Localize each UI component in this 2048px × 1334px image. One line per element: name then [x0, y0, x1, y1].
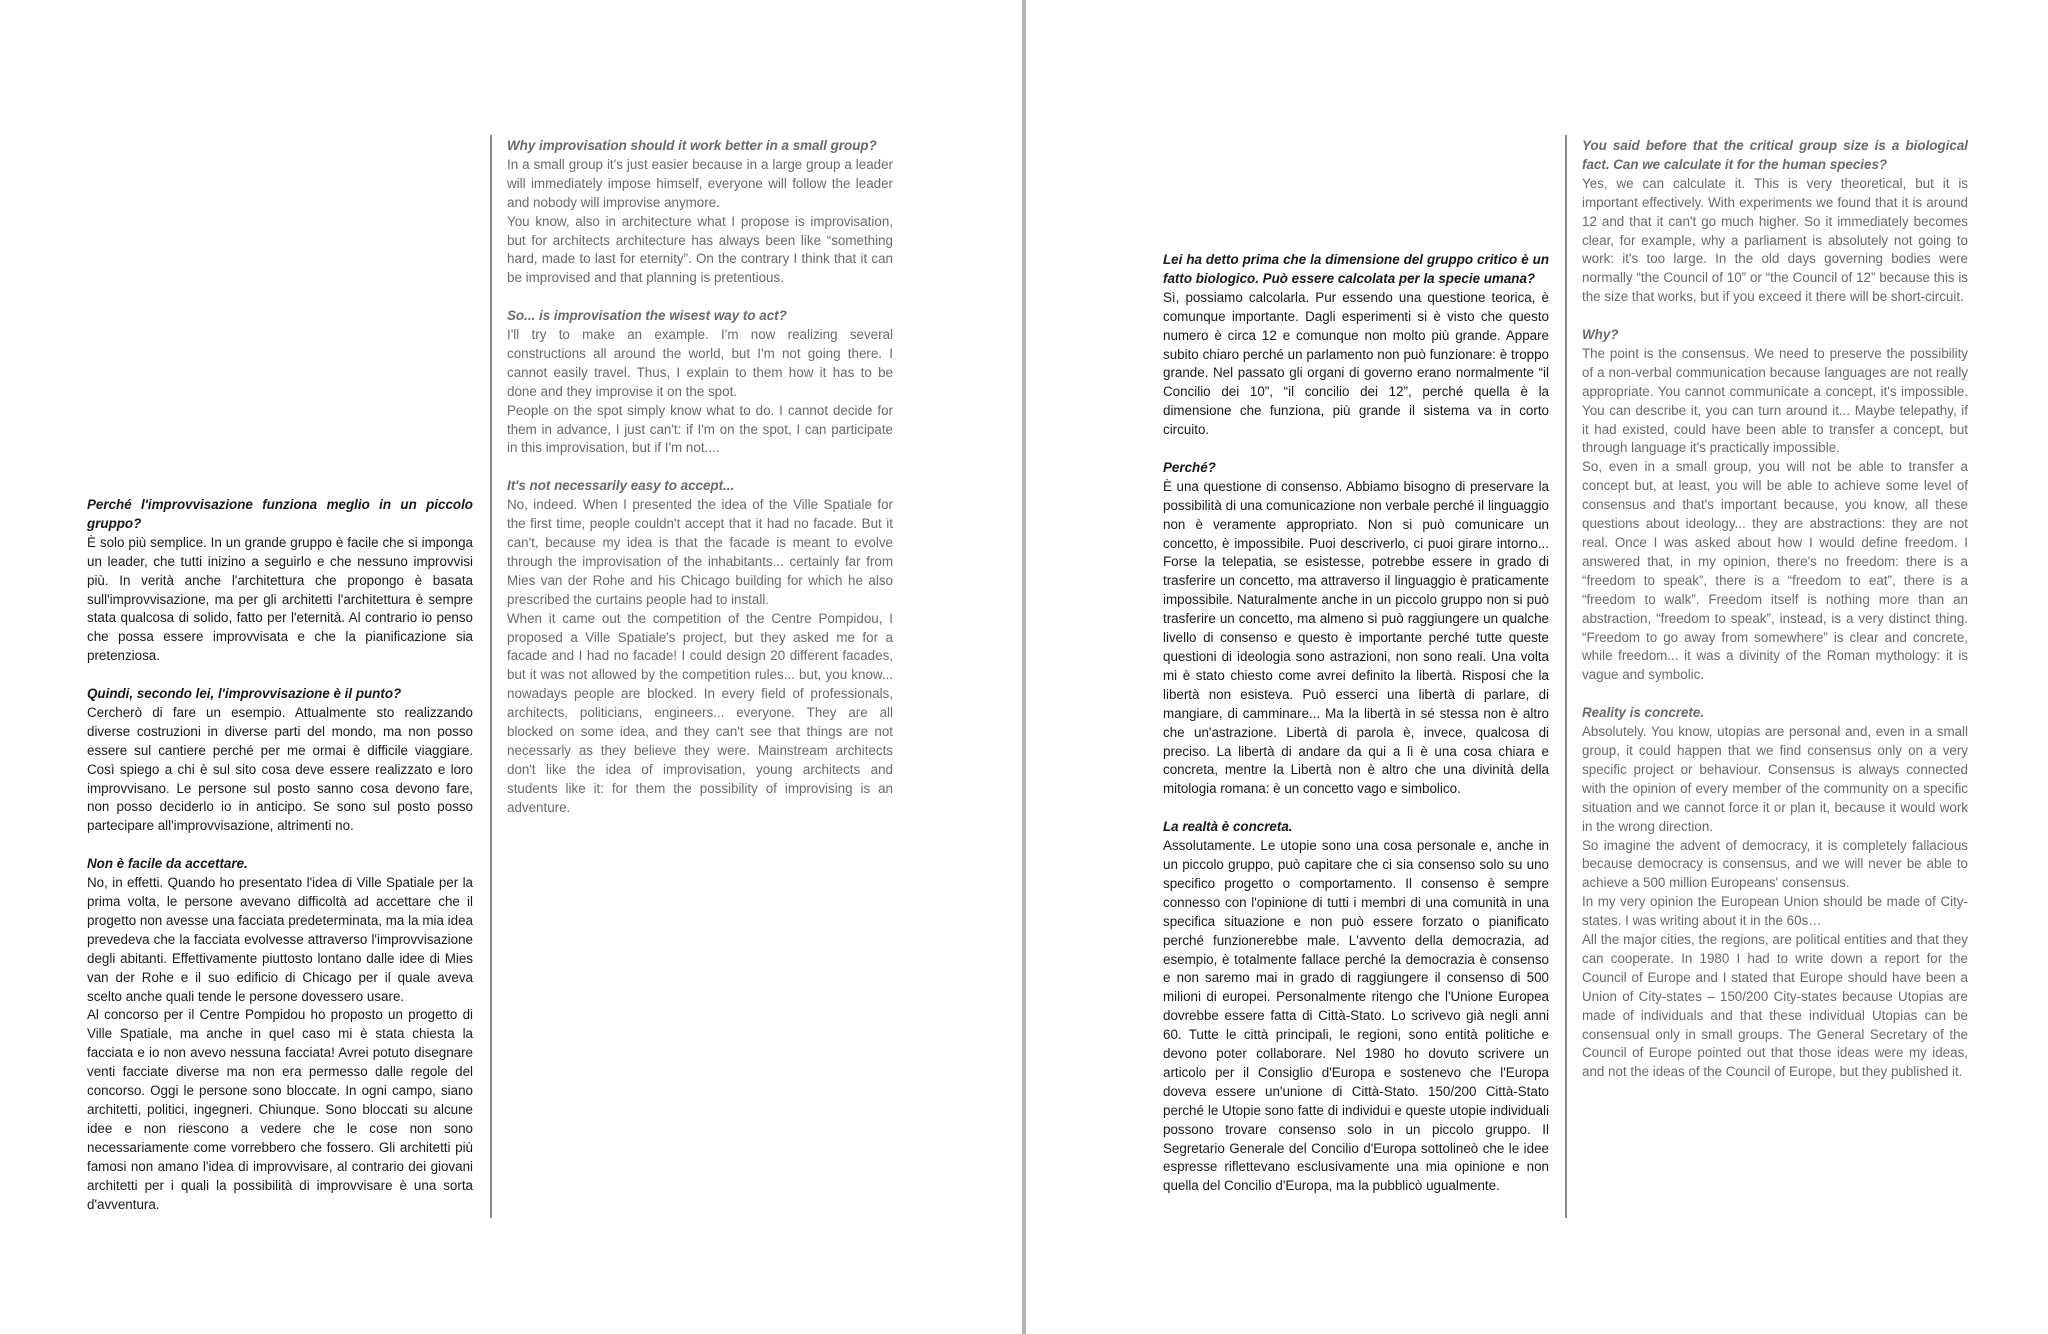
- answer-paragraph: No, in effetti. Quando ho presentato l'idea di Ville Spatiale per la prima volta, le persone avevano difficoltà ad accettare che il progetto non avesse una facciata predeterminata, ma la mia idea prevedeva che la facciata evolvesse attraverso l'improvvisazione degli abitanti. Effettivamente piuttosto lontano dalle idee di Mies van der Rohe e il suo edificio di Chicago per il quale aveva scelto anche quali tende le persone dovessero usare.: [87, 875, 473, 1004]
- qa-block: [87, 496, 473, 666]
- question-heading: So... is improvisation the wisest way to act?: [507, 308, 787, 324]
- question-heading: Perché?: [1163, 459, 1216, 475]
- question-heading: Non è facile da accettare.: [87, 856, 248, 872]
- english-column-right-page: [1582, 137, 1968, 1101]
- question-heading: It's not necessarily easy to accept...: [507, 478, 735, 494]
- qa-block: [507, 477, 893, 817]
- answer-paragraph: In my very opinion the European Union should be made of City-states. I was writing about it in the 60s…: [1582, 894, 1968, 929]
- answer-paragraph: Al concorso per il Centre Pompidou ho proposto un progetto di Ville Spatiale, ma anche in quel caso mi è stata chiesta la facciata e io non avevo nessuna facciata! Avrei potuto disegnare venti facciate diverse ma non era permesso dalle regole del concorso. Oggi le persone sono bloccate. In ogni campo, siano architetti, politici, ingegneri. Chiunque. Sono bloccati su alcune idee e non riescono a vedere che le cose non sono necessariamente come vorrebbero che fossero. Gli architetti più famosi non amano l'idea di improvvisare, al contrario dei giovani architetti per i quali la possibilità di improvvisare è una sorta d'avventura.: [87, 1007, 473, 1212]
- english-column-left-page: [507, 137, 893, 836]
- answer-paragraph: In a small group it's just easier because in a large group a leader will immediately impose himself, everyone will follow the leader and nobody will improvise anymore.: [507, 156, 893, 210]
- answer-paragraph: You know, also in architecture what I propose is improvisation, but for architects architecture has always been like “something hard, made to last for eternity”. On the contrary I think that it can be improvised and that planning is pretentious.: [507, 213, 893, 286]
- answer-paragraph: Cercherò di fare un esempio. Attualmente sto realizzando diverse costruzioni in diverse parti del mondo, ma non posso essere sul cantiere perché per me ormai è difficile viaggiare. Così spiego a chi è sul sito cosa deve essere realizzato e loro improvvisano. Le persone sul posto sanno cosa devono fare, non posso deciderlo io in anticipo. Se sono sul posto posso partecipare all'improvvisazione, altrimenti no.: [87, 704, 473, 834]
- answer-paragraph: All the major cities, the regions, are political entities and that they can cooperate. In 1980 I had to write down a report for the Council of Europe and I stated that Europe should have been a Union of City-states – 150/200 City-states because Utopias are made of individuals and that these individual Utopias can be consensual only in small groups. The General Secretary of the Council of Europe pointed out that those ideas were my ideas, and not the ideas of the Council of Europe, but they published it.: [1582, 932, 1968, 1080]
- qa-block: [1163, 818, 1549, 1196]
- question-heading: Lei ha detto prima che la dimensione del gruppo critico è un fatto biologico. Può essere calcolata per la specie umana?: [1163, 252, 1549, 286]
- column-rule-left-page: [490, 135, 492, 1218]
- answer-paragraph: I'll try to make an example. I'm now realizing several constructions all around the world, but I'm not going there. I cannot easily travel. Thus, I explain to them how it has to be done and they improvise it on the spot.: [507, 327, 893, 399]
- qa-block: [87, 685, 473, 836]
- page-spine: [1022, 0, 1026, 1334]
- answer-paragraph: So, even in a small group, you will not be able to transfer a concept but, at least, you will be able to achieve some level of consensus and that's important because, you know, all these questions about ideology... they are abstractions: they are not real. Once I was asked about how I would define freedom. I answered that, in my opinion, there's no freedom: there is a “freedom to speak”, there is a “freedom to eat”, there is a “freedom to walk”. Freedom itself is nothing more than an abstraction, “freedom to speak”, instead, is a very distinct thing. “Freedom to go away from somewhere” is clear and concrete, while freedom... it was a divinity of the Roman mythology: it is vague and symbolic.: [1582, 459, 1968, 683]
- answer-paragraph: Absolutely. You know, utopias are personal and, even in a small group, it could happen that we find consensus only on a very specific project or behaviour. Consensus is always connected with the opinion of every member of the community on a specific situation and we cannot force it or plan it, because it would work in the wrong direction.: [1582, 724, 1968, 834]
- answer-paragraph: Yes, we can calculate it. This is very theoretical, but it is important effectively. With experiments we found that it is around 12 and that it can't go much higher. So it immediately becomes clear, for example, why a parliament is absolutely not going to work: it's too large. In the old days governing bodies were normally “the Council of 10” or “the Council of 12” because this is the size that works, but if you exceed it there will be short-circuit.: [1582, 175, 1968, 305]
- italian-column-left-page: [87, 496, 473, 1233]
- qa-block: [507, 137, 893, 288]
- question-heading: Reality is concrete.: [1582, 705, 1705, 721]
- question-heading: You said before that the critical group size is a biological fact. Can we calculate it for the human species?: [1582, 138, 1968, 172]
- qa-block: [1582, 704, 1968, 1082]
- answer-paragraph: When it came out the competition of the Centre Pompidou, I proposed a Ville Spatiale's project, but they asked me for a facade and I had no facade! I could design 20 different facades, but it was not allowed by the competition rules... but, you know... nowadays people are blocked. In every field of professionals, architects, politicians, engineers... everyone. They are all blocked on some idea, and they can't see that things are not necessarly as they believe they were. Mainstream architects don't like the idea of improvisation, young architects and students like it: for them the possibility of improvising is an adventure.: [507, 610, 893, 815]
- qa-block: [1163, 251, 1549, 440]
- answer-paragraph: So imagine the advent of democracy, it is completely fallacious because democracy is consensus, and we will never be able to achieve a 500 million Europeans' consensus.: [1582, 837, 1968, 891]
- answer-paragraph: People on the spot simply know what to do. I cannot decide for them in advance, I just can't: if I'm on the spot, I can participate in this improvisation, but if I'm not....: [507, 402, 893, 456]
- answer-paragraph: No, indeed. When I presented the idea of the Ville Spatiale for the first time, people couldn't accept that it had no facade. But it can't, because my idea is that the facade is meant to evolve through the improvisation of the inhabitants... certainly far from Mies van der Rohe and his Chicago building for which he also prescribed the curtains people had to install.: [507, 497, 893, 607]
- question-heading: Perché l'improvvisazione funziona meglio in un piccolo gruppo?: [87, 497, 473, 531]
- answer-paragraph: Assolutamente. Le utopie sono una cosa personale e, anche in un piccolo gruppo, può capitare che ci sia consenso solo su uno specifico progetto o comportamento. Il consenso è sempre connesso con l'opinione di tutti i membri di una comunità in una specifica situazione e non può essere forzato o pianificato perché funzionerebbe male. L'avvento della democrazia, ad esempio, è totalmente fallace perché la democrazia è consenso e non saremo mai in grado di raggiungere il consenso di 500 milioni di europei. Personalmente ritengo che l'Unione Europea dovrebbe essere fatta di Città-Stato. Lo scrivevo già negli anni 60. Tutte le città principali, le regioni, sono entità politiche e devono poter collaborare. Nel 1980 ho dovuto scrivere un articolo per il Consiglio d'Europa e sostenevo che l'Europa doveva essere un'unione di Città-Stato. 150/200 Città-Stato perché le Utopie sono fatte di individui e queste utopie individuali possono trovare consenso solo in un piccolo gruppo. Il Segretario Generale del Concilio d'Europa sottolineò che le idee espresse riflettevano esclusivamente una mia opinione e non quella del Concilio d'Europa, ma la pubblicò ugualmente.: [1163, 838, 1549, 1194]
- question-heading: Quindi, secondo lei, l'improvvisazione è il punto?: [87, 686, 402, 702]
- column-rule-right-page: [1565, 135, 1567, 1218]
- italian-column-right-page: [1163, 251, 1549, 1215]
- qa-block: [1163, 459, 1549, 799]
- answer-paragraph: The point is the consensus. We need to preserve the possibility of a non-verbal communication because languages are not really appropriate. You cannot communicate a concept, it's impossible. You can describe it, you can turn around it... Maybe telepathy, if it had existed, could have been able to transfer a concept, but through language it's practically impossible.: [1582, 345, 1968, 456]
- qa-block: [1582, 137, 1968, 307]
- question-heading: La realtà è concreta.: [1163, 819, 1293, 835]
- answer-paragraph: È una questione di consenso. Abbiamo bisogno di preservare la possibilità di una comunicazione non verbale perché il linguaggio non è veramente appropriato. Non si può comunicare un concetto, è impossibile. Puoi descriverlo, ci puoi girare intorno... Forse la telepatia, se esistesse, potrebbe essere in grado di trasferire un concetto, ma attraverso il linguaggio è praticamente impossibile. Naturalmente anche in un piccolo gruppo non si può trasferire un concetto, ma almeno si può raggiungere un qualche livello di consenso e questo è importante perché tutte queste questioni di ideologia sono astrazioni, non sono reali. Una volta mi è stato chiesto come avrei definito la libertà. Risposi che la libertà non esisteva. Può esserci una libertà di parlare, di mangiare, di camminare... Ma la libertà in sé stessa non è altro che un'astrazione. Libertà di parola è, invece, qualcosa di preciso. La libertà di andare da qui a lì è una cosa chiara e concreta, mentre la Libertà non è altro che una divinità della mitologia romana: è un concetto vago e simbolico.: [1163, 478, 1549, 797]
- qa-block: [1582, 326, 1968, 685]
- answer-paragraph: Sì, possiamo calcolarla. Pur essendo una questione teorica, è comunque importante. Dagli esperimenti si è visto che questo numero è circa 12 e comunque non molto più grande. Appare subito chiaro perché un parlamento non può funzionare: è troppo grande. Nel passato gli organi di governo erano normalmente “il Concilio dei 10”, “il concilio dei 12”, perché quella è la dimensione che funziona, più grande il sistema va in corto circuito.: [1163, 289, 1549, 438]
- qa-block: [507, 307, 893, 458]
- qa-block: [87, 855, 473, 1214]
- question-heading: Why?: [1582, 327, 1619, 343]
- question-heading: Why improvisation should it work better in a small group?: [507, 138, 877, 153]
- answer-paragraph: È solo più semplice. In un grande gruppo è facile che si imponga un leader, che tutti inizino a seguirlo e che nessuno improvvisi più. In verità anche l'architettura che propongo è basata sull'improvvisazione, ma per gli architetti l'architettura è sempre stata qualcosa di solido, fatto per l'eternità. Al contrario io penso che possa essere improvvisata e che la pianificazione sia pretenziosa.: [87, 534, 473, 664]
